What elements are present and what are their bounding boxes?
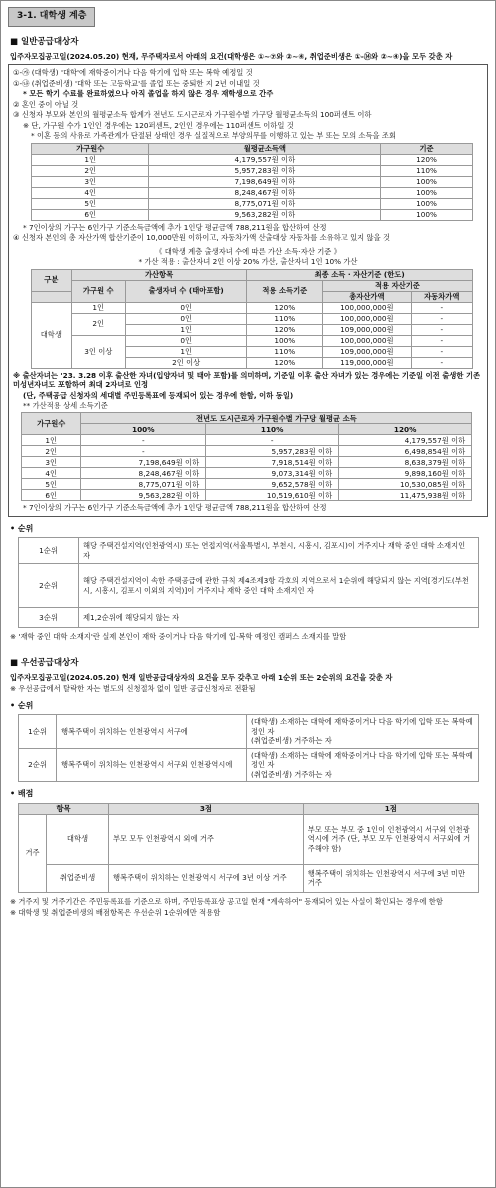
table-row: 3인 7,198,649원 이하 7,918,514원 이하 8,638,379원 이하: [22, 457, 472, 468]
bt-h-asset: 적용 자산기준: [323, 280, 473, 291]
table-row: 2순위 해당 주택건설지역이 속한 주택공급에 관한 규칙 제4조제3항 각호의 지역으로서 1순위에 해당되지 않는 지역[경기도(부천시, 시흥시, 김포시 이외의 지역)]이 거주지나 재학 중인 대학 소재지인 자: [19, 564, 479, 608]
income-header-std: 기준: [381, 143, 472, 154]
table-row: 5인 8,775,071원 이하 9,652,578원 이하 10,530,085원 이하: [22, 479, 472, 490]
bt-h-max: 최종 소득 · 자산기준 (한도): [247, 269, 472, 280]
table-row: 2순위 행복주택이 위치하는 인천광역시 서구외 인천광역시에 (대학생) 소재하는 대학에 재학중이거나 다음 학기에 입학 또는 복학예정인 자 (취업준비생) 거주하는 자: [19, 748, 479, 781]
section-title: 3-1. 대학생 계층: [8, 7, 95, 27]
priority-rank-table: [18, 714, 479, 782]
bt-h-car: 자동차가액: [411, 291, 472, 302]
detail-table: 가구원수 전년도 도시근로자 가구원수별 가구당 월평균 소득 100% 110% 120% 1인 - - 4,179,557원 이하 2인 - 5,957,283원 이하 6,498,854원 이하 3인 7,198,649원 이하 7,918,514원 이하 8,638,379원 이하 4인 8,248,467원 이하 9,073,314원 이하 9,898,160원 이하 5인 8,775,071원 이하 9,652,578원 이하 10,530,085원 이하 6인 9,563,282원 이하 10,519,610원 이하 11,475,938원 이하: [21, 412, 472, 501]
bt-h-birth: 출생자녀 수 (태아포함): [125, 280, 247, 302]
rank-heading: • 순위: [10, 523, 34, 533]
table-row: 1인 - - 4,179,557원 이하: [22, 435, 472, 446]
income-header-house: 가구원수: [32, 143, 149, 154]
income-header-income: 월평균소득액: [149, 143, 381, 154]
bt-h-income: 적용 소득기준: [247, 280, 323, 302]
table-row: 1인 110% 109,000,000원 -: [32, 346, 473, 357]
table-row: 1순위 행복주택이 위치하는 인천광역시 서구에 (대학생) 소재하는 대학에 재학중이거나 다음 학기에 입학 또는 복학예정인 자 (취업준비생) 거주하는 자: [19, 715, 479, 748]
bt-h-group: 구분: [32, 269, 72, 291]
table-row: 6인 9,563,282원 이하 10,519,610원 이하 11,475,938원 이하: [22, 490, 472, 501]
birth-table: [31, 269, 473, 369]
criterion-1b: ①-㉯ (취업준비생) '대학 또는 고등학교'를 졸업 또는 중퇴한 지 2년 이내일 것: [13, 78, 260, 88]
table-row: 3인 7,198,649원 이하 100%: [32, 176, 473, 187]
priority-foot-1: ※ 거주지 및 거주기간은 주민등록표를 기준으로 하며, 주민등록표상 공고일 현재 "계속하여" 등재되어 있는 사실이 확인되는 경우에 한함: [10, 896, 443, 906]
table-row: 2인 - 5,957,283원 이하 6,498,854원 이하: [22, 446, 472, 457]
general-intro: 입주자모집공고일(2024.05.20) 현재, 무주택자로서 아래의 요건(대학생은 ①~⑦와 ②~④, 취업준비생은 ①-⑭와 ②~④)을 모두 갖춘 자: [10, 51, 453, 61]
table-row: 1순위 해당 주택건설지역(인천광역시) 또는 연접지역(서울특별시, 부천시, 시흥시, 김포시)이 거주지나 재학 중인 대학 소재지인 자: [19, 538, 479, 564]
table-row: 2인 0인 110% 100,000,000원 -: [32, 313, 473, 324]
criterion-1a: ①-㉮ (대학생) '대학'에 재학중이거나 다음 학기에 입학 또는 복학 예정일 것: [13, 68, 253, 78]
table-row: 3인 이상 0인 100% 100,000,000원 -: [32, 335, 473, 346]
priority-foot-2: ※ 대학생 및 취업준비생의 배점항목은 우선순위 1순위에만 적용함: [10, 908, 221, 918]
general-heading: ■ 일반공급대상자: [10, 36, 79, 47]
score-table: 항목 3점 1점 거주 대학생 부모 모두 인천광역시 외에 거주 부모 또는 부모 중 1인이 인천광역시 서구외 인천광역시에 거주 (단, 부모 모두 인천광역시 서구외에 거주해야 함) 취업준비생 행복주택이 위치하는 인천광역시 서구에 3년 이상 거주 행복주택이 위치하는 인천광역시 서구에 3년 미만 거주: [18, 803, 479, 893]
bt-group: 대학생: [32, 302, 72, 368]
birth-sub: * 가산 적용 : 출산자녀 2인 이상 20% 가산, 출산자녀 1인 10% 가산: [138, 257, 358, 267]
table-row: 4인 8,248,467원 이하 9,073,314원 이하 9,898,160원 이하: [22, 468, 472, 479]
priority-intro: 입주자모집공고일(2024.05.20) 현재 일반공급대상자의 요건을 모두 갖추고 아래 1순위 또는 2순위의 요건을 갖춘 자: [10, 672, 393, 682]
table-row: 3순위 제1,2순위에 해당되지 않는 자: [19, 608, 479, 628]
rank-note: ※ '재학 중인 대학 소재지'란 실제 본인이 재학 중이거나 다음 학기에 입·복학 예정인 캠퍼스 소재지를 말함: [10, 632, 347, 642]
dt-h-house: 가구원수: [22, 413, 81, 435]
table-row: 4인 8,248,467원 이하 100%: [32, 187, 473, 198]
note-7plus: * 7인이상의 가구는 6인가구 기준소득금액에 추가 1인당 평균금액 788,211원을 합산하여 산정: [23, 222, 327, 232]
table-row: 2인 5,957,283원 이하 110%: [32, 165, 473, 176]
criterion-2: ② 혼인 중이 아닐 것: [13, 99, 79, 109]
detail-title: ** 가산적용 상세 소득기준: [23, 401, 108, 410]
priority-rank-heading: • 순위: [10, 700, 34, 710]
bt-h-house: 가구원 수: [71, 280, 125, 302]
table-row: 취업준비생 행복주택이 위치하는 인천광역시 서구에 3년 이상 거주 행복주택이 위치하는 인천광역시 서구에 3년 미만 거주: [19, 864, 479, 892]
table-row: 6인 9,563,282원 이하 100%: [32, 209, 473, 220]
criterion-3-note: ※ 단, 가구원 수가 1인인 경우에는 120퍼센트, 2인인 경우에는 110퍼센트 이하일 것: [23, 120, 294, 130]
bt-h-add: 가산항목: [71, 269, 247, 280]
birth-note-1: ※ 출산자녀는 '23. 3.28 이후 출산한 자녀(입양자녀 및 태아 포함)를 의미하며, 기준일 이후 출산 자녀가 있는 경우에는 기준일 이전 출생한 기존 미성년자녀도 포함하여 최대 2자녀로 인정: [13, 370, 481, 390]
criterion-note: * 모든 학기 수료를 완료하였으나 아직 졸업을 하지 않은 경우 재학생으로 간주: [23, 89, 274, 99]
income-table: [31, 143, 473, 221]
table-row: 2인 이상 120% 119,000,000원 -: [32, 357, 473, 368]
criterion-4: ④ 신청자 본인의 총 자산가액 합산기준이 10,000만원 이하이고, 자동차가액 산출대상 자동차를 소유하고 있지 않을 것: [13, 233, 391, 243]
table-row: 대학생 1인 0인 120% 100,000,000원 -: [32, 302, 473, 313]
rank-table: [18, 537, 479, 628]
priority-note: ※ 우선공급에서 탈락한 자는 별도의 신청절차 없이 일반 공급신청자로 전환됨: [10, 684, 256, 694]
priority-heading: ■ 우선공급대상자: [10, 657, 79, 668]
criterion-3-divorce: * 이혼 등의 사유로 가족관계가 단절된 상태인 경우 실질적으로 부양의무를 이행하고 있는 부 또는 모의 소득을 조회: [31, 131, 397, 141]
bt-h-total: 총자산가액: [323, 291, 412, 302]
table-row: 5인 8,775,071원 이하 100%: [32, 198, 473, 209]
note-7plus-b: * 7인이상의 가구는 6인가구 기준소득금액에 추가 1인당 평균금액 788,211원을 합산하여 산정: [23, 503, 327, 513]
dt-h-main: 전년도 도시근로자 가구원수별 가구당 월평균 소득: [81, 413, 472, 424]
criterion-3: ③ 신청자 부모와 본인의 월평균소득 합계가 전년도 도시근로자 가구원수별 가구당 월평균소득의 100퍼센트 이하: [13, 110, 372, 120]
table-row: 거주 대학생 부모 모두 인천광역시 외에 거주 부모 또는 부모 중 1인이 인천광역시 서구외 인천광역시에 거주 (단, 부모 모두 인천광역시 서구외에 거주해야 함): [19, 814, 479, 864]
birth-title: 《 대학생 계층 출생자녀 수에 따른 가산 소득·자산 기준 》: [155, 246, 341, 256]
table-row: 1인 4,179,557원 이하 120%: [32, 154, 473, 165]
table-row: 1인 120% 109,000,000원 -: [32, 324, 473, 335]
birth-note-2: (단, 주택공급 신청자의 세대별 주민등록표에 등재되어 있는 경우에 한함, 이하 동일): [23, 390, 294, 400]
criteria-box: [8, 64, 488, 517]
score-heading: • 배점: [10, 789, 34, 799]
